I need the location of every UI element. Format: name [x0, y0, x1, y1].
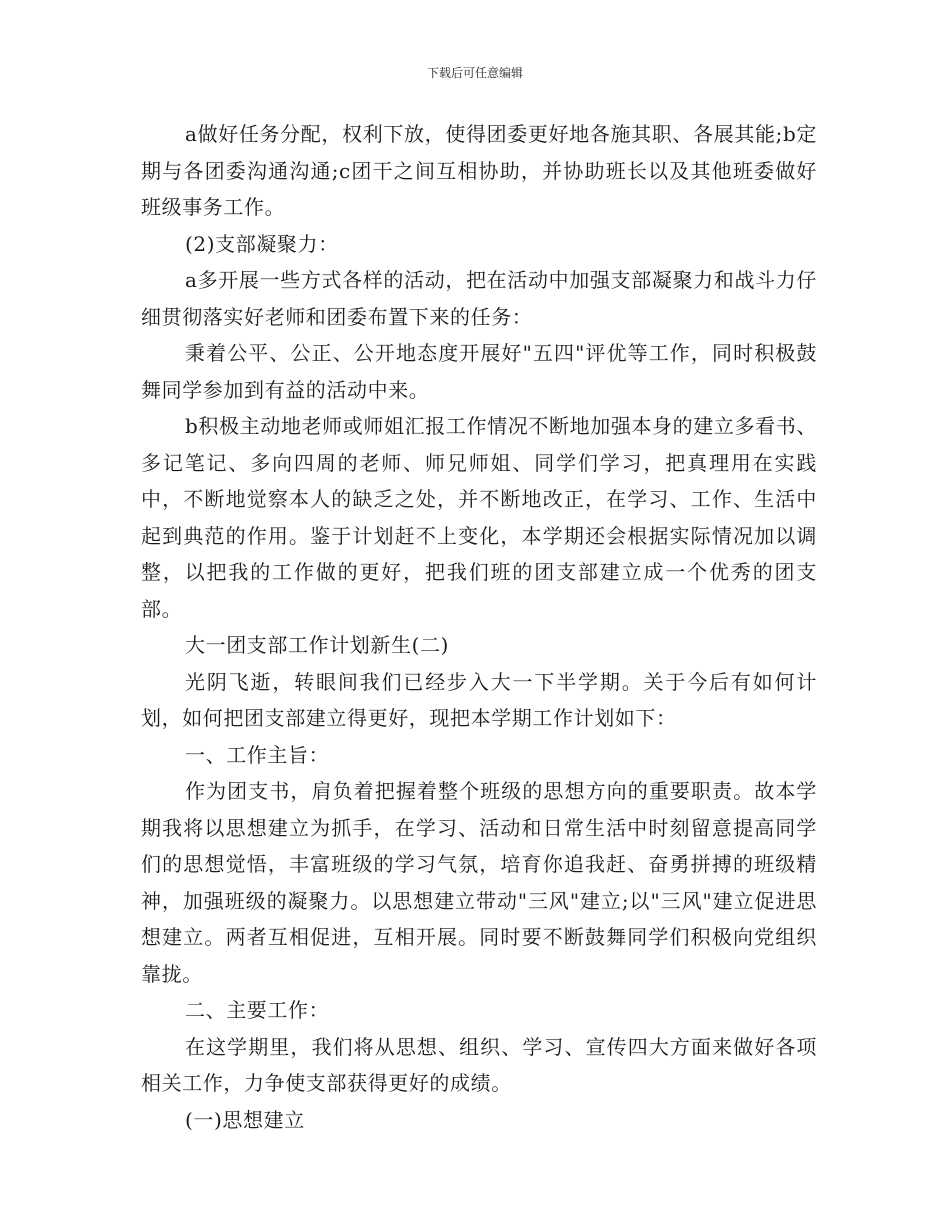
- paragraph-branch-cohesion-heading: (2)支部凝聚力：: [185, 231, 339, 256]
- paragraph-work-purpose: 作为团支书，肩负着把握着整个班级的思想方向的重要职责。故本学期我将以思想建立为抓手，在学习、活动和日常生活中时刻留意提高同学们的思想觉悟，丰富班级的学习气氛，培育你追我赶、奋勇拼搏的班级精神，加强班级的凝聚力。以思想建立带动"三风"建立;以"三风"建立促进思想建立。两者互相促进，互相开展。同时要不断鼓舞同学们积极向党组织靠拢。: [141, 779, 817, 986]
- heading-work-purpose: 一、工作主旨：: [185, 742, 330, 767]
- document-body: [141, 116, 817, 1138]
- paragraph-intro: 光阴飞逝，转眼间我们已经步入大一下半学期。关于今后有如何计划，如何把团支部建立得更好，现把本学期工作计划如下：: [141, 669, 817, 730]
- paragraph-fairness: 秉着公平、公正、公开地态度开展好"五四"评优等工作，同时积极鼓舞同学参加到有益的活动中来。: [141, 341, 817, 402]
- paragraph-self-improvement: b积极主动地老师或师姐汇报工作情况不断地加强本身的建立多看书、多记笔记、多向四周的老师、师兄师姐、同学们学习，把真理用在实践中，不断地觉察本人的缺乏之处，并不断地改正，在学习、工作、生活中起到典范的作用。鉴于计划赶不上变化，本学期还会根据实际情况加以调整，以把我的工作做的更好，把我们班的团支部建立成一个优秀的团支部。: [141, 414, 817, 621]
- section-title-plan-two: 大一团支部工作计划新生(二): [185, 633, 450, 657]
- paragraph-main-work: 在这学期里，我们将从思想、组织、学习、宣传四大方面来做好各项相关工作，力争使支部获得更好的成绩。: [141, 1034, 817, 1095]
- heading-ideological-construction: (一)思想建立: [185, 1107, 305, 1132]
- paragraph-activities: a多开展一些方式各样的活动，把在活动中加强支部凝聚力和战斗力仔细贯彻落实好老师和团委布置下来的任务：: [141, 268, 817, 329]
- heading-main-work: 二、主要工作：: [185, 998, 330, 1022]
- paragraph-task-allocation: a做好任务分配，权利下放，使得团委更好地各施其职、各展其能;b定期与各团委沟通沟通;c团干之间互相协助，并协助班长以及其他班委做好班级事务工作。: [141, 122, 817, 219]
- page-header: 下载后可任意编辑: [426, 66, 523, 80]
